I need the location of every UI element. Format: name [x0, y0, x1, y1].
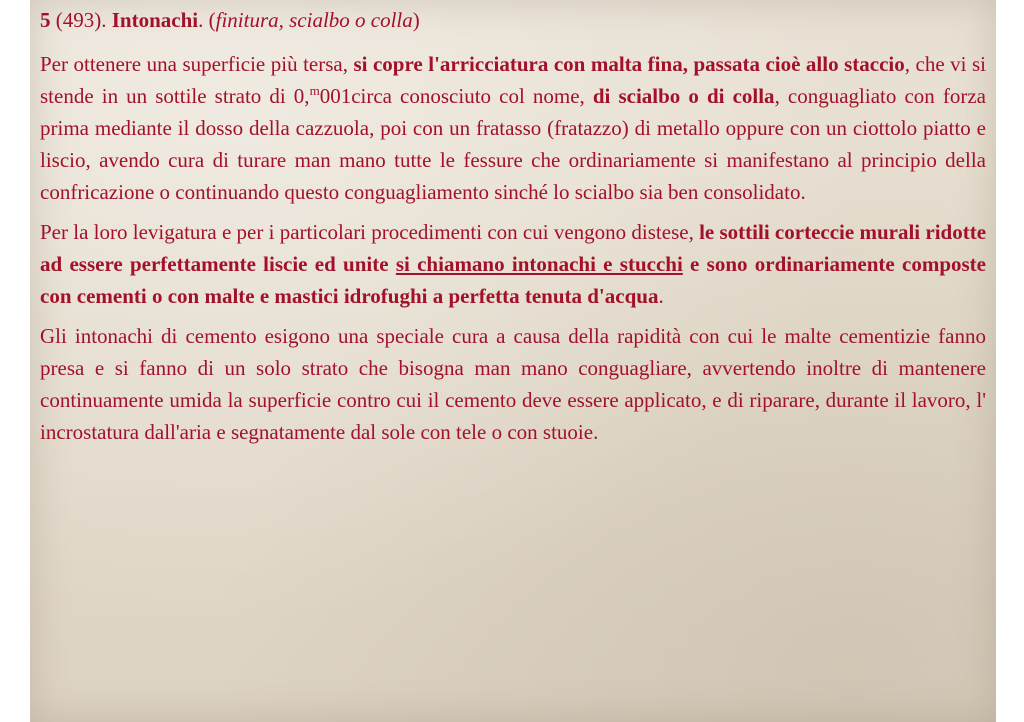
paragraph-1-bold: si copre l'arricciatura con malta fina, passata cioè allo staccio	[353, 52, 905, 76]
paragraph-1	[40, 48, 986, 208]
paragraph-2-text: Per la loro levigatura e per i particolari procedimenti con cui vengono distese,	[40, 220, 700, 244]
section-subtitle-close: )	[412, 8, 420, 32]
page-sheet	[30, 0, 996, 722]
paragraph-1-text: , che vi si stende in un sottile strato di 0,	[40, 52, 986, 108]
section-ref: (493).	[50, 8, 112, 32]
section-subtitle: finitura, scialbo o colla	[215, 8, 413, 32]
paragraph-2-text: .	[658, 284, 664, 308]
paragraph-1-text: 001circa conosciuto col nome,	[319, 84, 593, 108]
paragraph-2-bold: e sono ordinariamente composte con cementi o con malte e mastici idrofughi a perfetta tenuta d'acqua	[40, 252, 986, 308]
unit-superscript: m	[309, 83, 320, 98]
paragraph-1-bold: di scialbo o di colla	[592, 84, 775, 108]
paragraph-1-text: , conguagliato con forza prima mediante il dosso della cazzuola, poi con un fratasso (fratazzo) di metallo oppure con un ciottolo piatto e liscio, avendo cura di turare man mano tutte le fessure che ordinariamente si manifestano al principio della confricazione o continuando questo conguagliamento sinché lo scialbo sia ben consolidato.	[40, 84, 986, 204]
section-title-sep: . (	[198, 8, 216, 32]
document-body	[40, 4, 986, 456]
paragraph-2	[40, 216, 986, 312]
paragraph-2-bold: le sottili corteccie murali ridotte ad essere perfettamente liscie ed unite	[40, 220, 987, 276]
paragraph-2-underlined: si chiamano intonachi e stucchi	[395, 252, 683, 276]
section-number: 5	[40, 8, 51, 32]
section-title: Intonachi	[111, 8, 199, 32]
section-heading	[40, 4, 986, 36]
paragraph-3	[40, 320, 986, 448]
paragraph-3-text: Gli intonachi di cemento esigono una speciale cura a causa della rapidità con cui le malte cementizie fanno presa e si fanno di un solo strato che bisogna man mano conguagliare, avvertendo inoltre di mantenere continuamente umida la superficie contro cui il cemento deve essere applicato, e di riparare, durante il lavoro, l' incrostatura dall'aria e segnatamente dal sole con tele o con stuoie.	[40, 324, 986, 444]
paragraph-1-text: Per ottenere una superficie più tersa,	[40, 52, 354, 76]
